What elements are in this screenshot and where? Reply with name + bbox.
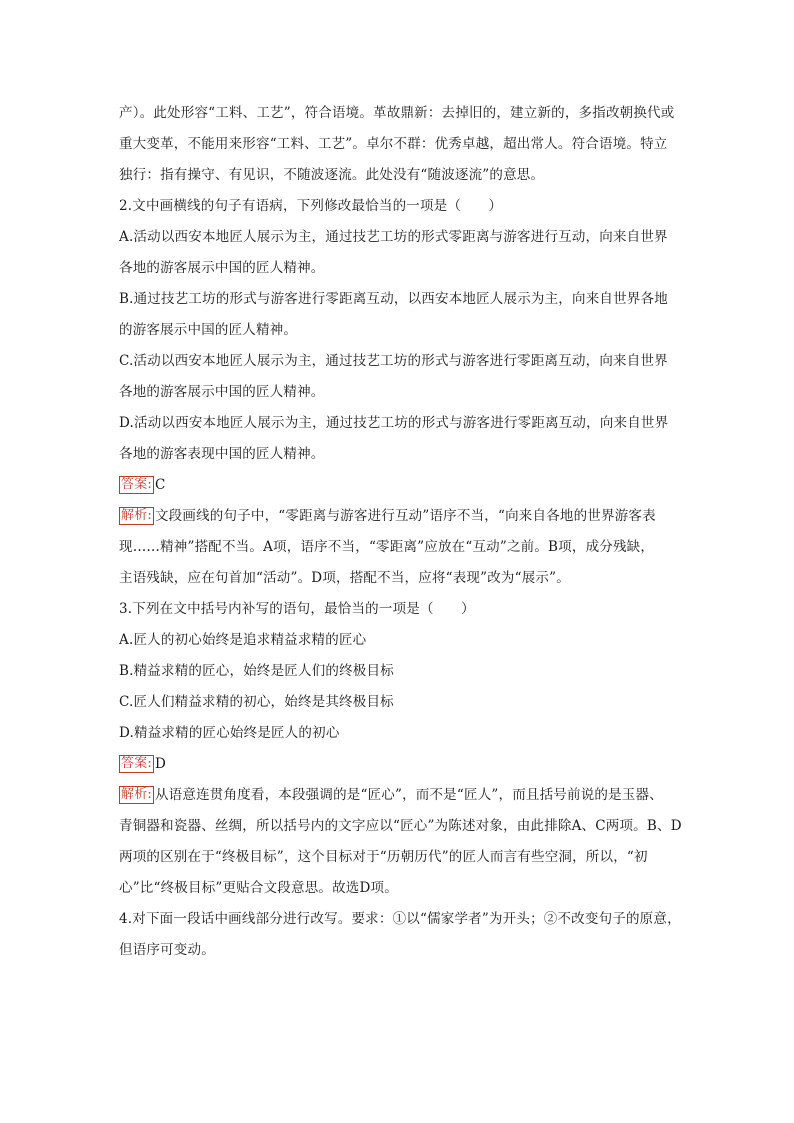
q2-answer-label: 答案: bbox=[121, 477, 152, 492]
q3-answer-label: 答案: bbox=[121, 756, 152, 771]
q2-option-a-line-1: A.活动以西安本地匠人展示为主，通过技艺工坊的形式零距离与游客进行互动，向来自世界 bbox=[119, 229, 668, 245]
q2-option-a-line-2: 各地的游客展示中国的匠人精神。 bbox=[119, 260, 325, 276]
q2-analysis-line-3: 主语残缺，应在句首加“活动”。D项，搭配不当，应将“表现”改为“展示”。 bbox=[119, 570, 570, 586]
q3-analysis-line-2: 青铜器和瓷器、丝绸，所以括号内的文字应以“匠心”为陈述对象，由此排除A、C两项。B、D bbox=[119, 818, 682, 834]
q3-option-d: D.精益求精的匠心始终是匠人的初心 bbox=[119, 725, 340, 741]
intro-line-1: 产）。此处形容“工料、工艺”，符合语境。革故鼎新：去掉旧的，建立新的，多指改朝换代或 bbox=[119, 105, 675, 121]
q3-stem: 3.下列在文中括号内补写的语句，最恰当的一项是（ ） bbox=[119, 601, 475, 617]
q2-option-d-line-1: D.活动以西安本地匠人展示为主，通过技艺工坊的形式与游客进行零距离互动，向来自世界 bbox=[119, 415, 669, 431]
q2-stem: 2.文中画横线的句子有语病，下列修改最恰当的一项是（ ） bbox=[119, 198, 503, 214]
q2-answer-row bbox=[119, 470, 679, 501]
q2-analysis-label: 解析: bbox=[121, 508, 152, 523]
q4-stem-line-2: 但语序可变动。 bbox=[119, 942, 215, 958]
q2-option-b-line-2: 的游客展示中国的匠人精神。 bbox=[119, 322, 298, 338]
q3-analysis-label: 解析: bbox=[121, 787, 152, 802]
document-page bbox=[119, 98, 682, 966]
q3-option-a: A.匠人的初心始终是追求精益求精的匠心 bbox=[119, 632, 367, 648]
q3-analysis-line-4: 心”比“终极目标”更贴合文段意思。故选D项。 bbox=[119, 880, 398, 896]
intro-line-3: 独行：指有操守、有见识，不随波逐流。此处没有“随波逐流”的意思。 bbox=[119, 167, 545, 183]
q3-option-c: C.匠人们精益求精的初心，始终是其终极目标 bbox=[119, 694, 394, 710]
q3-analysis-line-3: 两项的区别在于“终极目标”，这个目标对于“历朝历代”的匠人而言有些空洞，所以，“初 bbox=[119, 849, 648, 865]
q2-analysis-line-2: 现……精神”搭配不当。A项，语序不当，“零距离”应放在“互动”之前。B项，成分残缺， bbox=[119, 539, 655, 555]
q2-option-d-line-2: 各地的游客表现中国的匠人精神。 bbox=[119, 446, 325, 462]
q3-answer-row bbox=[119, 749, 679, 780]
q2-analysis-line-1 bbox=[119, 501, 679, 532]
intro-line-2: 重大变革，不能用来形容“工料、工艺”。卓尔不群：优秀卓越，超出常人。符合语境。特立 bbox=[119, 136, 668, 152]
q2-answer-value: C bbox=[154, 477, 166, 493]
q4-stem-line-1: 4.对下面一段话中画线部分进行改写。要求：①以“儒家学者”为开头；②不改变句子的原意， bbox=[119, 911, 681, 927]
q3-analysis-text-1: 从语意连贯角度看，本段强调的是“匠心”，而不是“匠人”，而且括号前说的是玉器、 bbox=[154, 787, 663, 803]
q2-option-c-line-2: 各地的游客展示中国的匠人精神。 bbox=[119, 384, 325, 400]
q2-option-c-line-1: C.活动以西安本地匠人展示为主，通过技艺工坊的形式与游客进行零距离互动，向来自世界 bbox=[119, 353, 668, 369]
q2-analysis-text-1: 文段画线的句子中，“零距离与游客进行互动”语序不当，“向来自各地的世界游客表 bbox=[154, 508, 656, 524]
q3-option-b: B.精益求精的匠心，始终是匠人们的终极目标 bbox=[119, 663, 394, 679]
q3-analysis-line-1 bbox=[119, 780, 679, 811]
q2-option-b-line-1: B.通过技艺工坊的形式与游客进行零距离互动，以西安本地匠人展示为主，向来自世界各地 bbox=[119, 291, 668, 307]
q3-answer-value: D bbox=[154, 756, 167, 772]
